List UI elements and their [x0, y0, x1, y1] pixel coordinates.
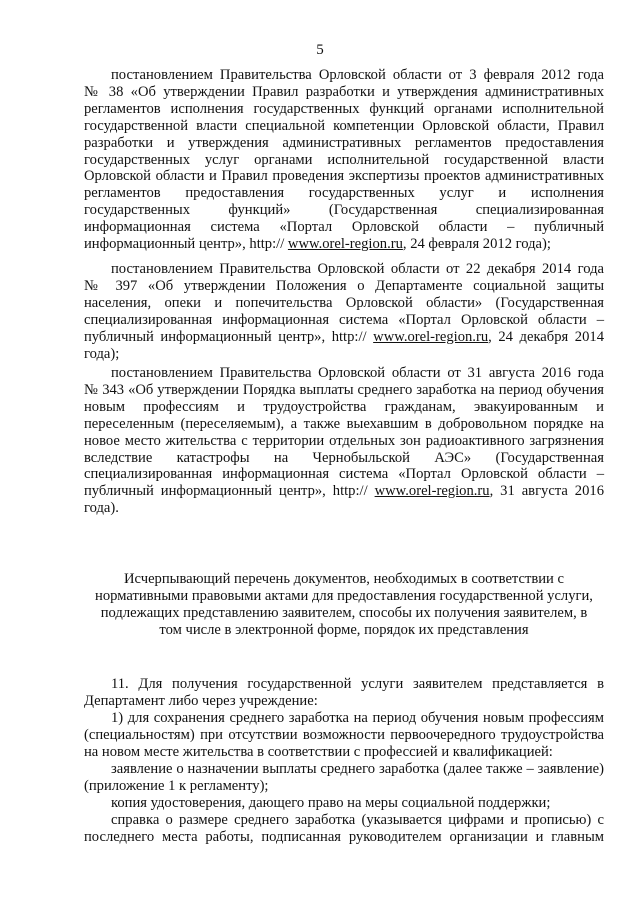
- paragraph-resolution-2012: [84, 67, 604, 253]
- text-line: постановлением Правительства Орловской области от 22 декабря 2014 года: [111, 261, 604, 277]
- heading-line: нормативными правовыми актами для предоставления государственной услуги,: [95, 587, 593, 604]
- text-line: справка о размере среднего заработка (указывается цифрами и прописью) с: [111, 812, 604, 828]
- text-line: года).: [84, 500, 119, 517]
- text-line: на новом месте жительства в соответствии с профессией и квалификацией:: [84, 743, 553, 760]
- portal-link[interactable]: www.orel-region.ru: [373, 328, 489, 345]
- heading-line: том числе в электронной форме, порядок их представления: [159, 621, 529, 638]
- text-line: регламентов предоставления государственных услуг и исполнения: [84, 185, 604, 202]
- text-line: копия удостоверения, дающего право на меры социальной поддержки;: [111, 795, 551, 811]
- portal-link[interactable]: www.orel-region.ru: [287, 236, 403, 253]
- text-line: публичный информационный центр», http:// www.orel-region.ru, 31 августа 2016: [84, 483, 604, 500]
- portal-link[interactable]: www.orel-region.ru: [374, 483, 490, 500]
- text-line: № 38 «Об утверждении Правил разработки и утверждения административных: [84, 83, 604, 100]
- text-line: заявление о назначении выплаты среднего заработка (далее также – заявление): [111, 761, 604, 777]
- text-line: специализированная информационная система «Портал Орловской области –: [84, 466, 604, 483]
- text-line: государственной власти специальной компетенции Орловской области, Правил: [84, 117, 604, 134]
- text-line: 1) для сохранения среднего заработка на период обучения новым профессиям: [111, 710, 604, 726]
- text-line: (приложение 1 к регламенту);: [84, 777, 269, 794]
- paragraph-item-11: [84, 676, 604, 710]
- text-line: государственных услуг органами исполнительной государственной власти: [84, 151, 604, 168]
- text-line: разработки и утверждения административных регламентов предоставления: [84, 134, 604, 151]
- heading-line: подлежащих представлению заявителем, способы их получения заявителем, в: [100, 604, 588, 621]
- text-line: публичный информационный центр», http:// www.orel-region.ru, 24 декабря 2014: [84, 328, 604, 345]
- text-line: населения, опеки и попечительства Орловской области» (Государственная: [84, 294, 604, 311]
- heading-line: Исчерпывающий перечень документов, необходимых в соответствии с: [124, 571, 564, 587]
- text-line: Департамент либо через учреждение:: [84, 692, 318, 709]
- text-line: 11. Для получения государственной услуги заявителем представляется в: [111, 676, 604, 692]
- text-line: Орловской области и Правил проведения экспертизы проектов административных: [84, 168, 604, 185]
- text-line: года);: [84, 345, 120, 362]
- text-line: переселенным (переселяемым), а также выехавшим в добровольном порядке на: [84, 415, 604, 432]
- paragraph-resolution-2014: [84, 261, 604, 362]
- text-line: новое место жительства с территории отдельных зон радиоактивного загрязнения: [84, 432, 604, 449]
- paragraph-salary-reference: [84, 812, 604, 846]
- text-line: (специальностям) при отсутствии возможности первоочередного трудоустройства: [84, 726, 604, 743]
- text-line: постановлением Правительства Орловской области от 3 февраля 2012 года: [111, 67, 604, 83]
- text-line: № 343 «Об утверждении Порядка выплаты среднего заработка на период обучения: [84, 381, 604, 398]
- text-line: постановлением Правительства Орловской области от 31 августа 2016 года: [111, 365, 604, 381]
- text-line: информационная система «Портал Орловской области – публичный: [84, 219, 604, 236]
- paragraph-subitem-1: [84, 710, 604, 761]
- page-number: 5: [316, 42, 324, 58]
- paragraph-resolution-2016: [84, 365, 604, 517]
- text-line: новым профессиям и трудоустройства гражданам, эвакуированным и: [84, 398, 604, 415]
- paragraph-application: [84, 761, 604, 795]
- text-line: регламентов исполнения государственных функций органами исполнительной: [84, 100, 604, 117]
- paragraph-certificate-copy: [84, 795, 604, 812]
- text-line: информационный центр», http:// www.orel-region.ru, 24 февраля 2012 года);: [84, 236, 551, 253]
- text-line: государственных функций» (Государственная специализированная: [84, 202, 604, 219]
- section-heading: [84, 571, 604, 639]
- text-line: вследствие катастрофы на Чернобыльской АЭС» (Государственная: [84, 449, 604, 466]
- text-line: № 397 «Об утверждении Положения о Департаменте социальной защиты: [84, 277, 604, 294]
- text-line: специализированная информационная система «Портал Орловской области –: [84, 311, 604, 328]
- text-line: последнего места работы, подписанная руководителем организации и главным: [84, 828, 604, 845]
